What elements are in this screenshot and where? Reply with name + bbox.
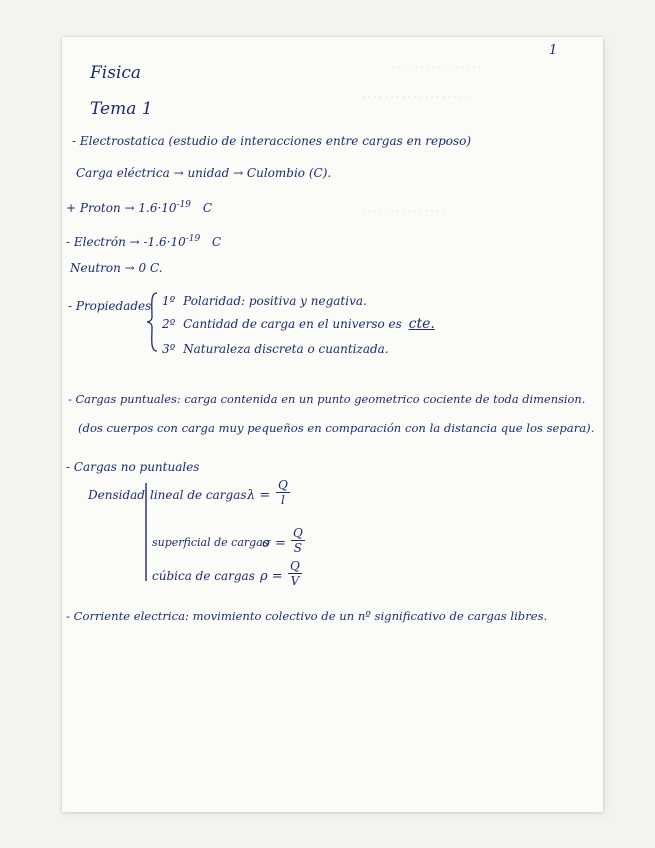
fraction-denominator: S <box>293 541 303 555</box>
topic-title: Tema 1 <box>90 99 153 119</box>
carga-electrica-line: Carga eléctrica → unidad → Culombio (C). <box>76 166 332 180</box>
bleed-through-text: · · · · · · · · · · · · · · · <box>362 207 445 217</box>
bleed-through-text: · · · · · · · · · · · · · · · · <box>392 63 481 73</box>
electron-unit: C <box>212 235 222 249</box>
densidad-row-symbol: σ = <box>262 536 286 551</box>
densidad-row-fraction <box>276 479 290 506</box>
propiedad-text: Polaridad: positiva y negativa. <box>183 294 367 308</box>
neutron-line: Neutron → 0 C. <box>70 261 163 275</box>
propiedad-number: 3º <box>162 342 176 356</box>
subject-title: Fisica <box>90 63 142 83</box>
densidad-row-text: superficial de cargas <box>152 536 269 549</box>
cargas-puntuales-line: - Cargas puntuales: carga contenida en un punto geometrico cociente de toda dimension. <box>68 392 586 406</box>
fraction-numerator: Q <box>293 526 303 540</box>
fraction-denominator: V <box>290 574 300 588</box>
corriente-line: - Corriente electrica: movimiento colectivo de un nº significativo de cargas libres. <box>66 609 548 623</box>
propiedad-item <box>162 295 367 307</box>
fraction-numerator: Q <box>278 478 288 492</box>
propiedad-text: Cantidad de carga en el universo es <box>183 317 402 331</box>
fraction-denominator: l <box>281 493 285 507</box>
cargas-puntuales-note: (dos cuerpos con carga muy pequeños en comparación con la distancia que los separa). <box>78 421 595 435</box>
densidad-row-fraction <box>291 527 305 554</box>
electrostatica-line: - Electrostatica (estudio de interacciones entre cargas en reposo) <box>72 134 472 148</box>
proton-exponent: -19 <box>176 200 192 210</box>
page-number: 1 <box>549 43 558 58</box>
propiedades-label: - Propiedades <box>68 299 152 313</box>
proton-unit: C <box>202 201 213 215</box>
propiedad-number: 1º <box>162 294 176 308</box>
bleed-through-text: · · · · · · · · · · · · · · · · · · · <box>362 93 468 103</box>
cargas-no-puntuales-label: - Cargas no puntuales <box>66 460 200 474</box>
proton-value: + Proton → 1.6·10 <box>66 201 177 215</box>
densidad-row-symbol: λ = <box>247 488 271 503</box>
propiedad-text: Naturaleza discreta o cuantizada. <box>183 342 389 356</box>
electron-line <box>66 235 221 248</box>
electron-exponent: -19 <box>185 234 201 244</box>
notebook-page <box>62 37 603 812</box>
densidad-row-text: cúbica de cargas <box>152 569 255 583</box>
propiedad-emphasis: cte. <box>408 316 435 332</box>
propiedades-brace <box>146 291 160 353</box>
electron-value: - Electrón → -1.6·10 <box>66 235 186 249</box>
propiedad-item <box>162 317 435 331</box>
propiedad-number: 2º <box>162 317 176 331</box>
fraction-numerator: Q <box>290 559 300 573</box>
densidad-row-symbol: ρ = <box>260 569 283 584</box>
propiedad-item <box>162 343 389 355</box>
densidad-bracket <box>142 481 150 585</box>
proton-line <box>66 201 212 214</box>
densidad-row-fraction <box>288 560 302 587</box>
densidad-row-text: lineal de cargas <box>150 488 247 502</box>
densidad-label: Densidad <box>88 488 145 502</box>
